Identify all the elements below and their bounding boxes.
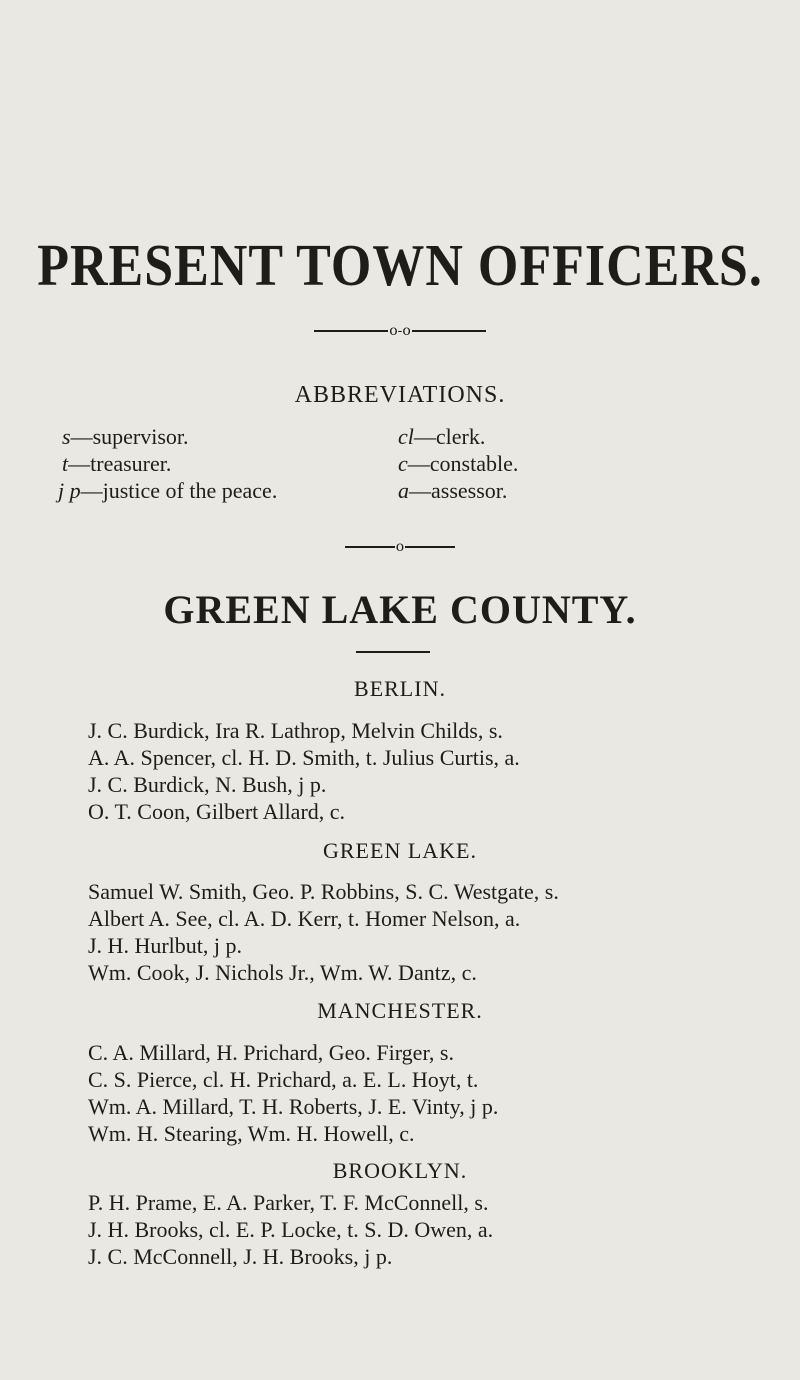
- town-heading-brooklyn: BROOKLYN.: [332, 1158, 468, 1183]
- abbr-constable: c—constable.: [398, 451, 519, 476]
- green-lake-line-1: Samuel W. Smith, Geo. P. Robbins, S. C. Westgate, s.: [88, 879, 559, 904]
- berlin-line-3: J. C. Burdick, N. Bush, j p.: [88, 772, 327, 797]
- ornament-divider-top: o-o: [0, 324, 800, 338]
- abbr-supervisor: s—supervisor.: [62, 424, 189, 449]
- brooklyn-line-2: J. H. Brooks, cl. E. P. Locke, t. S. D. Owen, a.: [88, 1217, 494, 1242]
- manchester-line-4: Wm. H. Stearing, Wm. H. Howell, c.: [88, 1121, 415, 1146]
- town-heading-berlin: BERLIN.: [354, 676, 446, 701]
- manchester-line-3: Wm. A. Millard, T. H. Roberts, J. E. Vinty, j p.: [88, 1094, 499, 1119]
- green-lake-line-3: J. H. Hurlbut, j p.: [88, 933, 242, 958]
- town-heading-green-lake: GREEN LAKE.: [323, 838, 477, 863]
- berlin-line-4: O. T. Coon, Gilbert Allard, c.: [88, 799, 346, 824]
- county-rule: [356, 651, 430, 653]
- abbr-assessor: a—assessor.: [398, 478, 508, 503]
- abbr-treasurer: t—treasurer.: [62, 451, 172, 476]
- county-heading: GREEN LAKE COUNTY.: [163, 587, 637, 632]
- abbr-justice: j p—justice of the peace.: [58, 478, 278, 503]
- brooklyn-line-3: J. C. McConnell, J. H. Brooks, j p.: [88, 1244, 393, 1269]
- page-title: PRESENT TOWN OFFICERS.: [37, 233, 763, 299]
- brooklyn-line-1: P. H. Prame, E. A. Parker, T. F. McConnell, s.: [88, 1190, 489, 1215]
- ornament-divider-mid: o: [0, 540, 800, 554]
- town-heading-manchester: MANCHESTER.: [317, 998, 483, 1023]
- abbr-clerk: cl—clerk.: [398, 424, 486, 449]
- manchester-line-2: C. S. Pierce, cl. H. Prichard, a. E. L. Hoyt, t.: [88, 1067, 479, 1092]
- manchester-line-1: C. A. Millard, H. Prichard, Geo. Firger, s.: [88, 1040, 454, 1065]
- green-lake-line-4: Wm. Cook, J. Nichols Jr., Wm. W. Dantz, c.: [88, 960, 477, 985]
- berlin-line-2: A. A. Spencer, cl. H. D. Smith, t. Julius Curtis, a.: [88, 745, 520, 770]
- abbreviations-heading: ABBREVIATIONS.: [294, 382, 506, 408]
- green-lake-line-2: Albert A. See, cl. A. D. Kerr, t. Homer Nelson, a.: [88, 906, 521, 931]
- berlin-line-1: J. C. Burdick, Ira R. Lathrop, Melvin Childs, s.: [88, 718, 503, 743]
